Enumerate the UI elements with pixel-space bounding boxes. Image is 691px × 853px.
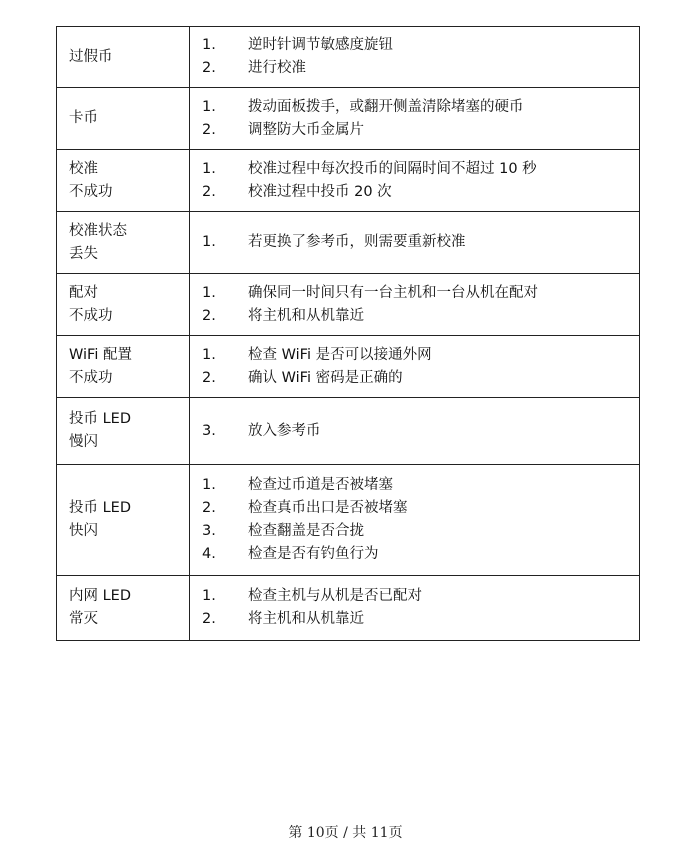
step-number: 1. [202,98,216,115]
step-number: 1. [202,346,216,363]
issue-cell [57,212,190,274]
step-item [202,57,639,80]
steps-cell [190,212,640,274]
step-item [202,344,639,367]
issue-line: 常灭 [69,611,98,627]
step-text: 逆时针调节敏感度旋钮 [248,37,393,53]
step-number: 2. [202,307,216,324]
issue-line: 快闪 [69,523,98,539]
step-item [202,420,639,443]
step-item [202,119,639,142]
step-item [202,34,639,57]
issue-cell [57,398,190,465]
steps-cell [190,150,640,212]
issue-line: 卡币 [69,110,98,126]
issue-cell [57,465,190,576]
issue-cell [57,336,190,398]
step-text: 若更换了参考币，则需要重新校准 [248,234,466,250]
issue-line: 校准 [69,160,98,177]
steps-cell [190,27,640,88]
step-text: 校准过程中每次投币的间隔时间不超过 10 秒 [248,160,537,177]
table-row [57,212,640,274]
step-text: 检查是否有钓鱼行为 [248,546,379,562]
issue-line: 配对 [69,284,98,301]
issue-line: 投币 LED [69,411,132,427]
step-item [202,305,639,328]
issue-cell [57,576,190,641]
step-text: 将主机和从机靠近 [248,611,364,627]
step-text: 检查主机与从机是否已配对 [248,588,422,604]
step-number: 2. [202,611,216,627]
issue-line: 不成功 [69,307,113,324]
issue-line: 投币 LED [69,500,132,516]
step-number: 1. [202,37,216,53]
issue-cell [57,88,190,150]
step-text: 检查过币道是否被堵塞 [248,477,393,493]
steps-cell [190,465,640,576]
issue-line: 丢失 [69,245,98,262]
step-number: 1. [202,160,216,177]
table-row [57,88,640,150]
step-text: 检查真币出口是否被堵塞 [248,500,408,516]
step-text: 放入参考币 [248,422,321,439]
step-item [202,231,639,254]
table-row [57,465,640,576]
step-number: 1. [202,234,216,250]
issue-line: 慢闪 [69,434,98,450]
step-text: 进行校准 [248,60,306,76]
table-row [57,274,640,336]
step-text: 确保同一时间只有一台主机和一台从机在配对 [248,284,538,301]
step-item [202,497,639,520]
step-number: 3. [202,422,216,439]
step-item [202,585,639,608]
issue-line: WiFi 配置 [69,346,132,363]
step-text: 检查翻盖是否合拢 [248,523,364,539]
step-item [202,367,639,390]
step-number: 2. [202,183,216,200]
step-item [202,543,639,566]
step-number: 4. [202,546,216,562]
table-row [57,576,640,641]
steps-cell [190,398,640,465]
step-number: 1. [202,477,216,493]
issue-cell [57,27,190,88]
table-row [57,27,640,88]
step-text: 确认 WiFi 密码是正确的 [248,369,403,386]
step-number: 2. [202,60,216,76]
step-number: 2. [202,500,216,516]
troubleshooting-table-body [57,27,640,641]
table-row [57,336,640,398]
step-number: 1. [202,588,216,604]
issue-line: 内网 LED [69,588,132,604]
issue-line: 过假币 [69,48,113,65]
troubleshooting-table [56,26,640,641]
issue-line: 校准状态 [69,222,127,239]
table-row [57,150,640,212]
page-footer: 第 10页 / 共 11页 [288,825,403,841]
step-item [202,474,639,497]
step-number: 1. [202,284,216,301]
step-item [202,282,639,305]
steps-cell [190,274,640,336]
step-text: 调整防大币金属片 [248,121,364,138]
steps-cell [190,576,640,641]
steps-cell [190,88,640,150]
step-text: 校准过程中投币 20 次 [248,183,392,200]
step-text: 将主机和从机靠近 [248,307,364,324]
step-item [202,520,639,543]
table-row [57,398,640,465]
step-item [202,96,639,119]
step-text: 拨动面板拨手，或翻开侧盖清除堵塞的硬币 [248,98,524,115]
issue-cell [57,274,190,336]
steps-cell [190,336,640,398]
step-number: 2. [202,369,216,386]
issue-line: 不成功 [69,183,113,200]
issue-line: 不成功 [69,369,113,386]
issue-cell [57,150,190,212]
step-text: 检查 WiFi 是否可以接通外网 [248,346,432,363]
step-item [202,158,639,181]
step-number: 3. [202,523,216,539]
step-item [202,181,639,204]
step-item [202,608,639,631]
step-number: 2. [202,121,216,138]
